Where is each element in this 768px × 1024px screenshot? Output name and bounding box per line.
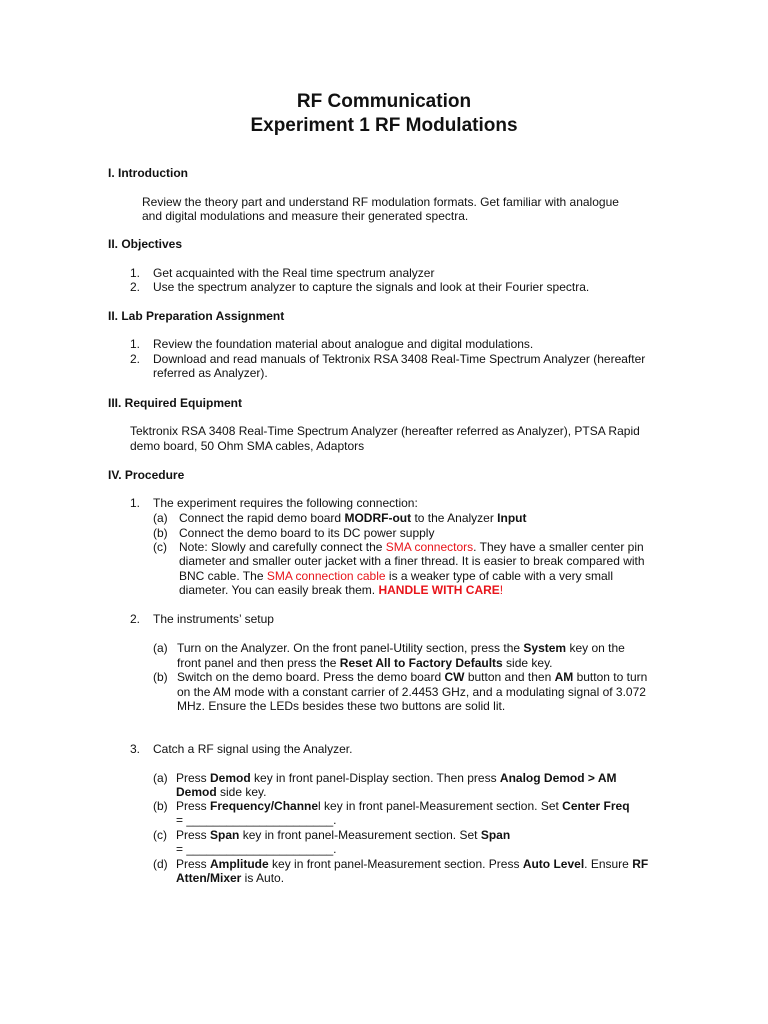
sub-item-label: (c) [153,540,167,554]
sub-item-text-continued: MHz. Ensure the LEDs besides these two buttons are solid lit. [177,699,506,713]
section-heading-objectives: II. Objectives [108,237,183,251]
sub-item-label: (a) [153,771,168,785]
procedure-step: Catch a RF signal using the Analyzer. [153,742,353,756]
sub-item-label: (d) [153,857,168,871]
sub-item-text-continued: diameter. You can easily break them. HANDLE WITH CARE! [179,583,504,597]
sub-item-text-continued: Demod side key. [176,785,267,799]
sub-item-label: (b) [153,799,168,813]
sub-item-text-continued: diameter and smaller outer jacket with a finer thread. It is easier to break compared with [179,554,645,568]
sub-item-text: Turn on the Analyzer. On the front panel-Utility section, press the System key on the [177,641,625,655]
sub-item-text: Connect the rapid demo board MODRF-out to the Analyzer Input [179,511,527,525]
sub-item-text: Note: Slowly and carefully connect the SMA connectors. They have a smaller center pin [179,540,644,554]
sub-item-label: (b) [153,670,168,684]
list-number: 3. [130,742,141,756]
equipment-text-line: demo board, 50 Ohm SMA cables, Adaptors [130,439,365,453]
equipment-text-line: Tektronix RSA 3408 Real-Time Spectrum Analyzer (hereafter referred as Analyzer), PTSA Rapid [130,424,640,438]
sub-item-text: Press Span key in front panel-Measurement section. Set Span [176,828,511,842]
sub-item-text-continued: front panel and then press the Reset All to Factory Defaults side key. [177,656,553,670]
intro-text-line: Review the theory part and understand RF modulation formats. Get familiar with analogue [142,195,619,209]
section-heading-procedure: IV. Procedure [108,468,185,482]
procedure-step: The experiment requires the following connection: [153,496,418,510]
sub-item-text: Switch on the demo board. Press the demo board CW button and then AM button to turn [177,670,648,684]
prep-item: Download and read manuals of Tektronix RSA 3408 Real-Time Spectrum Analyzer (hereafter [153,352,646,366]
prep-item-continued: referred as Analyzer). [153,366,268,380]
objective-item: Get acquainted with the Real time spectrum analyzer [153,266,435,280]
intro-text-line: and digital modulations and measure their generated spectra. [142,209,469,223]
list-number: 2. [130,280,141,294]
sub-item-label: (a) [153,641,168,655]
sub-item-text: Press Demod key in front panel-Display section. Then press Analog Demod > AM [176,771,617,785]
sub-item-text-continued: BNC cable. The SMA connection cable is a weaker type of cable with a very small [179,569,614,583]
list-number: 2. [130,352,141,366]
list-number: 1. [130,337,141,351]
list-number: 1. [130,266,141,280]
sub-item-text-continued: Atten/Mixer is Auto. [176,871,285,885]
sub-item-label: (a) [153,511,168,525]
section-heading-introduction: I. Introduction [108,166,188,180]
fill-in-blank: = ______________________. [176,813,337,827]
sub-item-text-continued: on the AM mode with a constant carrier of 2.4453 GHz, and a modulating signal of 3.072 [177,685,646,699]
list-number: 1. [130,496,141,510]
document-subtitle: Experiment 1 RF Modulations [250,115,518,136]
sub-item-label: (b) [153,526,168,540]
section-heading-lab-preparation: II. Lab Preparation Assignment [108,309,285,323]
document-title: RF Communication [296,91,472,112]
sub-item-text: Press Amplitude key in front panel-Measurement section. Press Auto Level. Ensure RF [176,857,649,871]
fill-in-blank: = ______________________. [176,842,337,856]
sub-item-text: Connect the demo board to its DC power supply [179,526,435,540]
objective-item: Use the spectrum analyzer to capture the signals and look at their Fourier spectra. [153,280,590,294]
list-number: 2. [130,612,141,626]
prep-item: Review the foundation material about analogue and digital modulations. [153,337,534,351]
procedure-step: The instruments’ setup [153,612,274,626]
section-heading-equipment: III. Required Equipment [108,396,243,410]
sub-item-label: (c) [153,828,167,842]
sub-item-text: Press Frequency/Channel key in front panel-Measurement section. Set Center Freq [176,799,630,813]
